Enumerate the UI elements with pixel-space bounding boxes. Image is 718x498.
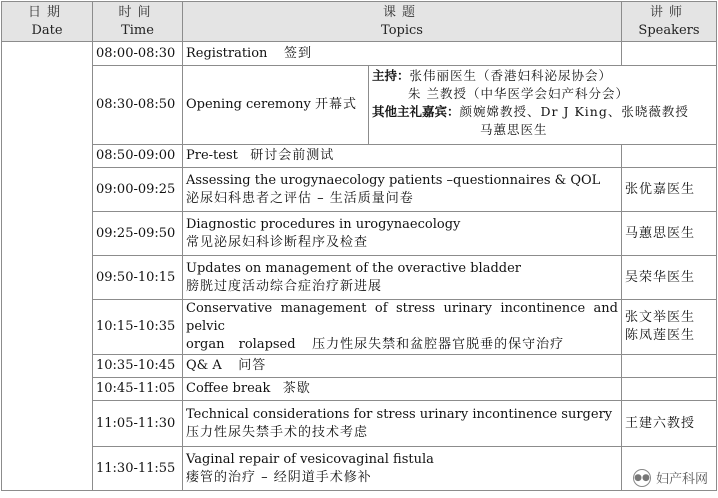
table-row: [2, 42, 717, 66]
table-row: [2, 401, 717, 447]
time-cell: 09:00-09:25: [93, 168, 183, 212]
time-cell: 10:15-10:35: [93, 300, 183, 355]
speaker-cell: [622, 145, 717, 168]
topic-cell: Pre-test 研讨会前测试: [183, 145, 622, 168]
header-topics: 课题 Topics: [183, 2, 622, 42]
header-speakers: 讲师 Speakers: [622, 2, 717, 42]
time-cell: 08:30-08:50: [93, 66, 183, 145]
speaker-cell: 王建六教授: [622, 401, 717, 447]
table-row: [2, 355, 717, 378]
time-cell: 11:05-11:30: [93, 401, 183, 447]
topic-cell: Technical considerations for stress urinary incontinence surgery 压力性尿失禁手术的技术考虑: [183, 401, 622, 447]
time-cell: 09:50-10:15: [93, 256, 183, 300]
speaker-cell: 吴荣华医生: [622, 256, 717, 300]
topic-cell: Q& A 问答: [183, 355, 622, 378]
header-time: 时间 Time: [93, 2, 183, 42]
opening-ceremony-cell: [183, 66, 717, 145]
topic-cell: Updates on management of the overactive bladder 膀胱过度活动综合症治疗新进展: [183, 256, 622, 300]
topic-cell: Diagnostic procedures in urogynaecology 常见泌尿妇科诊断程序及检查: [183, 212, 622, 256]
watermark-text: 妇产科网: [656, 468, 708, 487]
topic-cell: Conservative management of stress urinary incontinence and pelvic organ rolapsed 压力性尿失禁和盆腔器官脱垂的保守治疗: [183, 300, 622, 355]
speaker-cell: 张优嘉医生: [622, 168, 717, 212]
topic-cell: Coffee break 茶歇: [183, 378, 622, 401]
table-row: [2, 66, 717, 145]
time-cell: 10:45-11:05: [93, 378, 183, 401]
speaker-cell: 马蕙思医生: [622, 212, 717, 256]
time-cell: 11:30-11:55: [93, 447, 183, 491]
topic-cell: Assessing the urogynaecology patients –questionnaires & QOL 泌尿妇科患者之评估 – 生活质量问卷: [183, 168, 622, 212]
speaker-cell: [622, 355, 717, 378]
table-row: [2, 256, 717, 300]
topic-cell: Opening ceremony 开幕式: [183, 66, 369, 144]
date-cell: [2, 42, 93, 491]
watermark: [633, 468, 708, 487]
wechat-icon: ●●: [633, 469, 651, 487]
header-date: 日期 Date: [2, 2, 93, 42]
time-cell: 10:35-10:45: [93, 355, 183, 378]
topic-cell: Registration 签到: [183, 42, 622, 66]
speaker-cell: [622, 378, 717, 401]
time-cell: 09:25-09:50: [93, 212, 183, 256]
topic-cell: Vaginal repair of vesicovaginal fistula 瘘管的治疗 – 经阴道手术修补: [183, 447, 622, 491]
schedule-table: [1, 1, 717, 491]
table-row: [2, 212, 717, 256]
table-row: [2, 300, 717, 355]
table-row: [2, 447, 717, 491]
speaker-cell: 张文举医生 陈凤莲医生: [622, 300, 717, 355]
table-row: [2, 145, 717, 168]
time-cell: 08:00-08:30: [93, 42, 183, 66]
hosts-block: 主持：张伟丽医生（香港妇科泌尿协会） 朱 兰教授（中华医学会妇产科分会） 其他主礼嘉宾：颜婉嫦教授、Dr J King、张晓薇教授 马蕙思医生: [369, 66, 716, 144]
speaker-cell: [622, 42, 717, 66]
header-row: [2, 2, 717, 42]
table-row: [2, 378, 717, 401]
table-row: [2, 168, 717, 212]
time-cell: 08:50-09:00: [93, 145, 183, 168]
